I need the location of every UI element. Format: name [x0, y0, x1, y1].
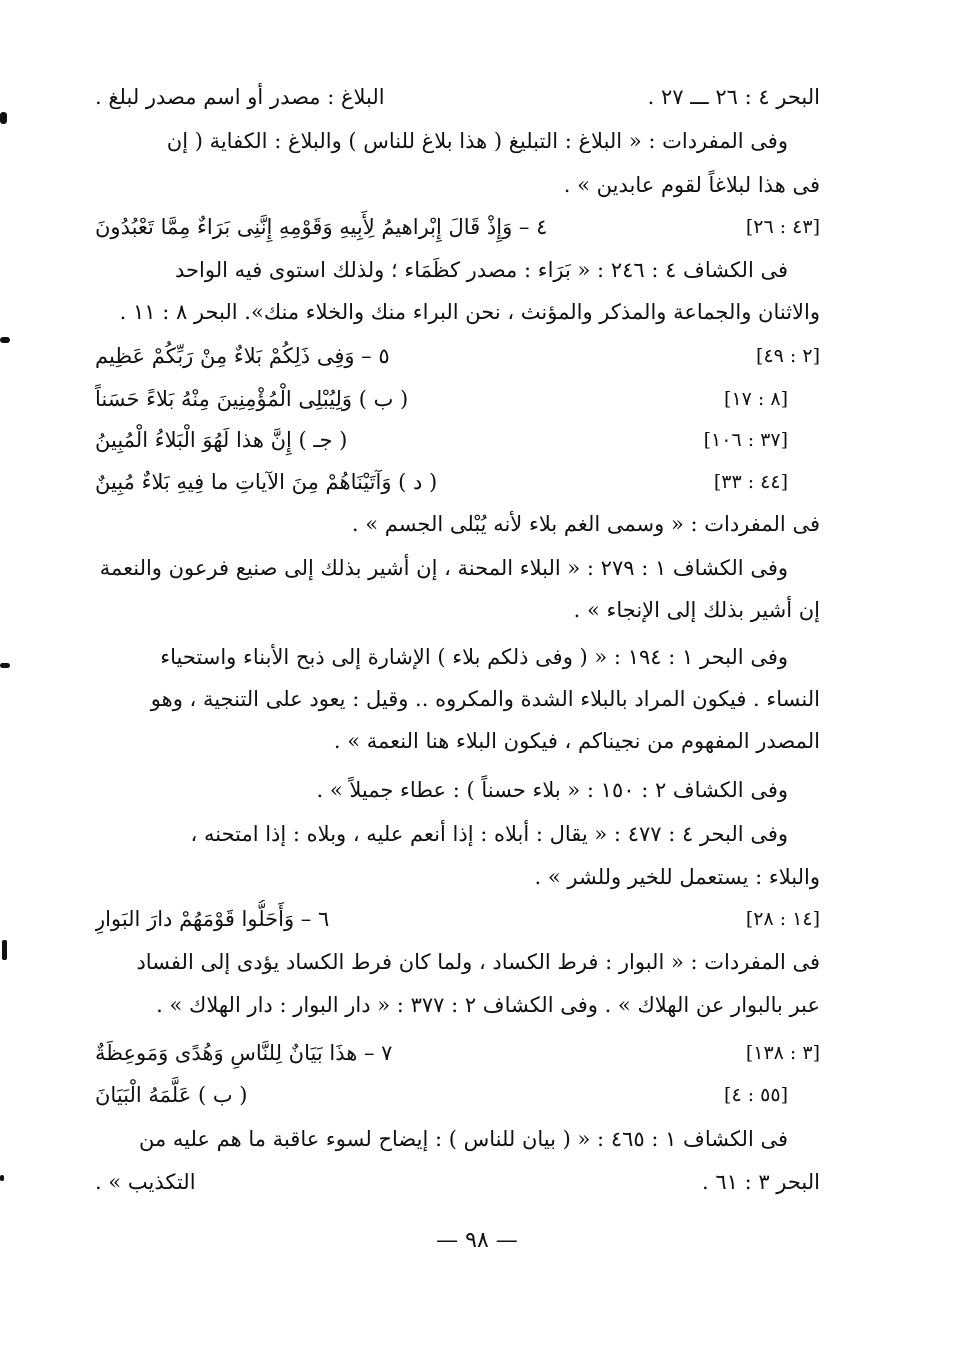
line-text: المصدر المفهوم من نجيناكم ، فيكون البلاء هنا النعمة » . [333, 729, 820, 753]
text-line [95, 549, 820, 587]
verse-reference: [١٤ : ٢٨] [745, 908, 820, 930]
verse-line [95, 463, 820, 501]
line-text: النساء . فيكون المراد بالبلاء الشدة والمكروه .. وقيل : يعود على التنجية ، وهو [150, 687, 820, 711]
scan-edge-mark [0, 663, 10, 668]
verse-text: ( جـ ) إِنَّ هذا لَهُوَ الْبَلاءُ الْمُبِينُ [95, 428, 348, 452]
line-text: والاثنان والجماعة والمذكر والمؤنث ، نحن البراء منك والخلاء منك». البحر ٨ : ١١ . [119, 300, 820, 324]
line-text: وفى البحر ٤ : ٤٧٧ : « يقال : أبلاه : إذا أنعم عليه ، وبلاه : إذا امتحنه ، [190, 822, 788, 846]
text-line [95, 986, 820, 1024]
verse-text: ( ب ) عَلَّمَهُ الْبَيَانَ [95, 1083, 248, 1107]
scan-edge-mark [2, 940, 7, 960]
verse-text: ٤ – وَإِذْ قَالَ إِبْراهيمُ لِأَبِيهِ وَقَوْمِهِ إِنَّنِى بَرَاءٌ مِمَّا تَعْبُدُونَ [95, 215, 548, 239]
text-line [95, 293, 820, 331]
text-line [95, 722, 820, 760]
text-line [95, 1120, 820, 1158]
line-text: وفى الكشاف ١ : ٢٧٩ : « البلاء المحنة ، إن أشير بذلك إلى صنيع فرعون والنعمة [99, 556, 788, 580]
line-text: وفى البحر ١ : ١٩٤ : « ( وفى ذلكم بلاء ) الإشارة إلى ذبح الأبناء واستحياء [160, 645, 788, 669]
verse-text: ( ب ) وَلِيُبْلِى الْمُؤْمِنِينَ مِنْهُ بَلاءً حَسَناً [95, 387, 409, 411]
line-text: عبر بالبوار عن الهلاك » . وفى الكشاف ٢ : ٣٧٧ : « دار البوار : دار الهلاك » . [156, 993, 820, 1017]
verse-line [95, 380, 820, 418]
line-text: فى المفردات : « وسمى الغم بلاء لأنه يُبْلى الجسم » . [351, 512, 820, 536]
verse-line [95, 337, 820, 375]
verse-line [95, 208, 820, 246]
verse-reference: [٢ : ٤٩] [756, 345, 820, 367]
line-text: إن أشير بذلك إلى الإنجاء » . [573, 598, 820, 622]
verse-reference: [٣٧ : ١٠٦] [703, 429, 788, 451]
verse-line [95, 1034, 820, 1072]
line-text: وفى الكشاف ٢ : ١٥٠ : « بلاء حسناً ) : عطاء جميلاً » . [316, 778, 788, 802]
verse-reference: [٥٥ : ٤] [724, 1084, 788, 1106]
text-line [95, 638, 820, 676]
verse-reference: [٨ : ١٧] [724, 388, 788, 410]
source-reference: البحر ٤ : ٢٦ ـــ ٢٧ . [647, 85, 820, 109]
source-reference: البحر ٣ : ٦١ . [701, 1170, 820, 1194]
verse-text: ( د ) وَآتَيْنَاهُمْ مِنَ الآياتِ ما فِيهِ بَلاءٌ مُبِينٌ [95, 470, 438, 494]
scan-edge-mark [0, 112, 7, 124]
text-line [95, 122, 820, 160]
verse-reference: [٣ : ١٣٨] [745, 1042, 820, 1064]
verse-text: ٥ – وَفِى ذَلِكُمْ بَلاءٌ مِنْ رَبِّكُمْ عَظِيم [95, 344, 390, 368]
line-text: فى الكشاف ٤ : ٢٤٦ : « بَرَاء : مصدر كظَمَاء ؛ ولذلك استوى فيه الواحد [175, 258, 788, 282]
verse-line [95, 1076, 820, 1114]
text-line [95, 771, 820, 809]
text-line [95, 858, 820, 896]
text-line [95, 251, 820, 289]
line-text: فى هذا لبلاغاً لقوم عابدين » . [563, 173, 820, 197]
text-line [95, 78, 820, 116]
verse-line [95, 900, 820, 938]
line-text: فى الكشاف ١ : ٤٦٥ : « ( بيان للناس ) : إيضاح لسوء عاقبة ما هم عليه من [138, 1127, 788, 1151]
verse-line [95, 421, 820, 459]
verse-text: ٧ – هذَا بَيَانٌ لِلنَّاسِ وَهُدًى وَمَوعِظَةٌ [95, 1041, 393, 1065]
text-line [95, 680, 820, 718]
line-text: والبلاء : يستعمل للخير وللشر » . [534, 865, 820, 889]
text-line [95, 943, 820, 981]
text-line [95, 505, 820, 543]
line-text: البلاغ : مصدر أو اسم مصدر لبلغ . [95, 85, 385, 109]
verse-reference: [٤٣ : ٢٦] [745, 216, 820, 238]
text-line [95, 815, 820, 853]
verse-text: ٦ – وَأَحَلُّوا قَوْمَهُمْ دارَ البَوارِ [95, 907, 330, 931]
scan-edge-mark [0, 337, 10, 343]
page-number: — ٩٨ — [436, 1228, 518, 1253]
text-line [95, 166, 820, 204]
line-text: وفى المفردات : « البلاغ : التبليغ ( هذا بلاغ للناس ) والبلاغ : الكفاية ( إن [166, 129, 788, 153]
line-text: فى المفردات : « البوار : فرط الكساد ، ولما كان فرط الكساد يؤدى إلى الفساد [136, 950, 820, 974]
text-line [95, 1163, 820, 1201]
text-line [95, 591, 820, 629]
verse-reference: [٤٤ : ٣٣] [713, 471, 788, 493]
line-text: التكذيب » . [95, 1170, 196, 1194]
scan-edge-mark [0, 1175, 4, 1181]
